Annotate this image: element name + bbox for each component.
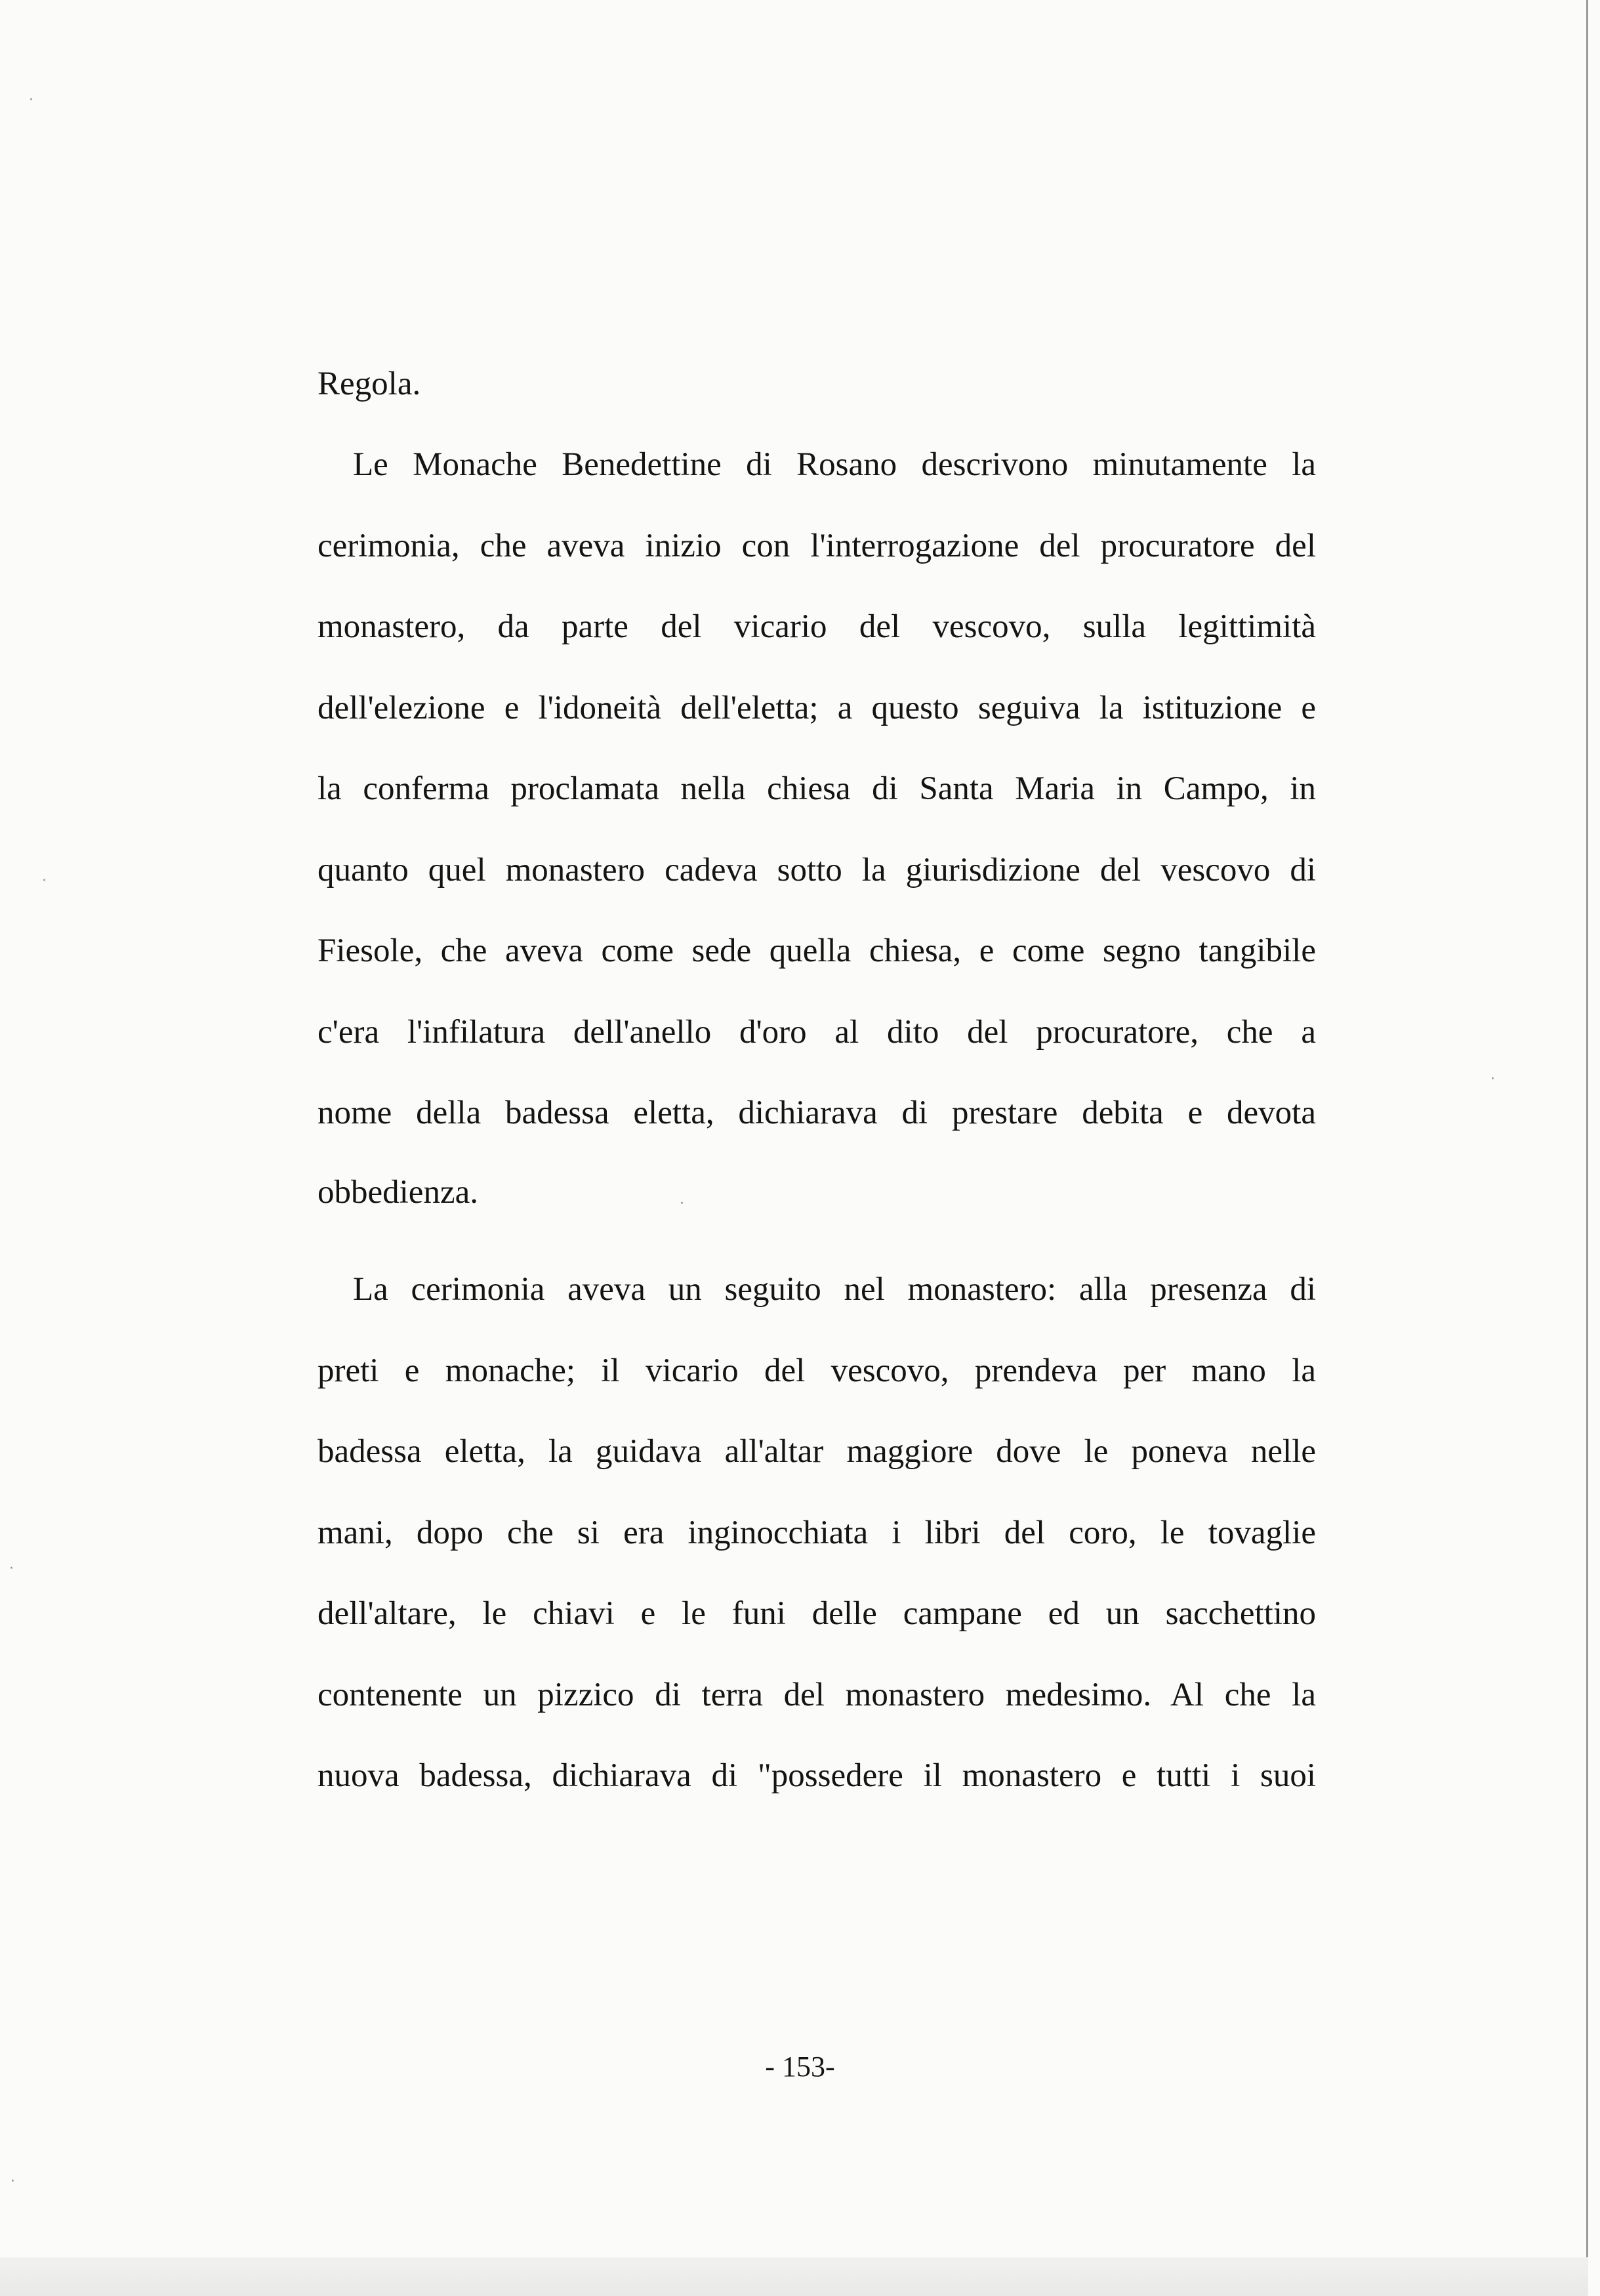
scan-speck: ·: [680, 1196, 684, 1212]
text-line: dell'elezione e l'idoneità dell'eletta; a questo seguiva la istituzione e: [318, 690, 1316, 726]
text-line: monastero, da parte del vicario del vescovo, sulla legittimità: [318, 608, 1316, 645]
page-edge-bottom: [0, 2257, 1588, 2296]
page-number: - 153-: [765, 2051, 835, 2083]
scan-speck: ·: [9, 1560, 14, 1577]
text-line: nome della badessa eletta, dichiarava di prestare debita e devota: [318, 1095, 1316, 1131]
text-line: La cerimonia aveva un seguito nel monastero: alla presenza di: [353, 1271, 1316, 1308]
page-edge-right: [1586, 0, 1588, 2270]
text-line: Fiesole, che aveva come sede quella chiesa, e come segno tangibile: [318, 932, 1316, 969]
text-line: la conferma proclamata nella chiesa di Santa Maria in Campo, in: [318, 770, 1316, 807]
text-line: contenente un pizzico di terra del monastero medesimo. Al che la: [318, 1677, 1316, 1713]
text-line: mani, dopo che si era inginocchiata i libri del coro, le tovaglie: [318, 1514, 1316, 1551]
text-line: nuova badessa, dichiarava di "possedere il monastero e tutti i suoi: [318, 1757, 1316, 1794]
text-line: cerimonia, che aveva inizio con l'interrogazione del procuratore del: [318, 528, 1316, 564]
scan-speck: ·: [10, 2173, 15, 2190]
text-line: Regola.: [318, 365, 421, 402]
text-line: dell'altare, le chiavi e le funi delle campane ed un sacchettino: [318, 1595, 1316, 1632]
scan-speck: ·: [1490, 1071, 1495, 1087]
text-line: obbedienza.: [318, 1174, 478, 1211]
text-line: Le Monache Benedettine di Rosano descrivono minutamente la: [353, 446, 1316, 483]
scan-speck: ·: [42, 873, 47, 889]
text-line: preti e monache; il vicario del vescovo, prendeva per mano la: [318, 1352, 1316, 1389]
text-line: c'era l'infilatura dell'anello d'oro al dito del procuratore, che a: [318, 1014, 1316, 1051]
scan-speck: ·: [29, 92, 33, 108]
text-line: quanto quel monastero cadeva sotto la giurisdizione del vescovo di: [318, 852, 1316, 888]
text-line: badessa eletta, la guidava all'altar maggiore dove le poneva nelle: [318, 1433, 1316, 1470]
